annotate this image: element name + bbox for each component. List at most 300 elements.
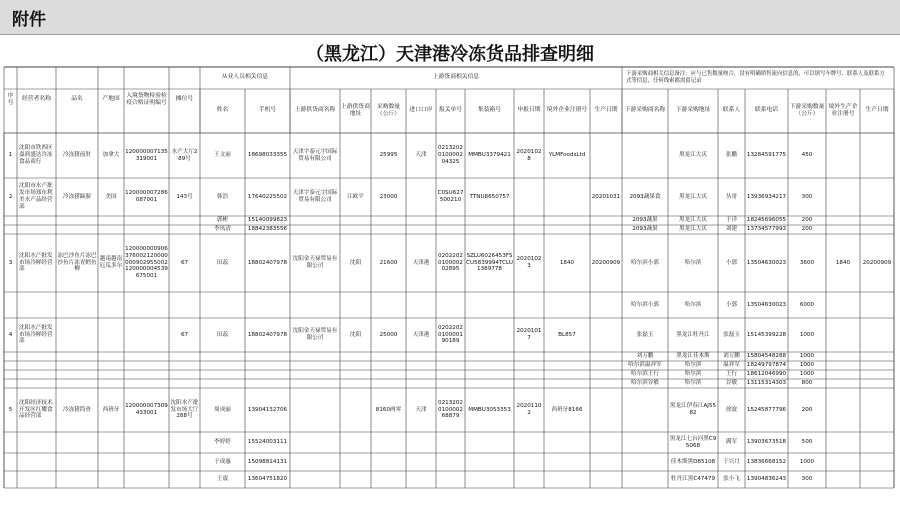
table-cell: [290, 225, 340, 234]
table-cell: [17, 225, 56, 234]
table-cell: [124, 318, 169, 352]
table-cell: [860, 370, 894, 379]
table-cell: 6000: [799, 301, 815, 308]
table-cell: [17, 361, 56, 370]
table-cell: [590, 471, 622, 488]
table-cell: [826, 388, 860, 432]
table-cell: [371, 361, 406, 370]
table-cell: 13284591775: [746, 152, 787, 158]
table-cell: [98, 352, 124, 361]
table-cell: [4, 432, 17, 453]
table-cell: [4, 225, 17, 234]
table-cell: [245, 361, 290, 370]
table-cell: 13936934217: [746, 193, 787, 200]
table-cell: [290, 361, 340, 370]
table-cell: [340, 388, 371, 432]
table-cell: 谷敏: [725, 380, 738, 386]
table-cell: 哈尔滨谷敏: [631, 380, 659, 386]
table-cell: 张磊玉: [723, 331, 740, 338]
table-cell: [514, 216, 544, 225]
table-cell: [290, 453, 340, 471]
group-header-downstream: 下游采购商相关信息备注：应与已售数量吻合，没有明确销售流向信息的，可以填写车牌号、联系人及联系方式等信息，任何线索都需留记录: [626, 71, 885, 84]
table-cell: [56, 318, 98, 352]
table-cell: [590, 318, 622, 352]
table-cell: [340, 432, 371, 453]
table-cell: [544, 292, 590, 318]
table-cell: [169, 432, 200, 453]
table-cell: 5: [8, 406, 13, 413]
table-cell: [406, 432, 436, 453]
table-cell: [169, 471, 200, 488]
table-cell: [290, 292, 340, 318]
table-cell: [4, 471, 17, 488]
table-cell: YLMFoodsLtd: [548, 152, 586, 158]
table-cell: [826, 318, 860, 352]
table-cell: [590, 133, 622, 178]
table-cell: 黑龙江伊春江AJ5582: [669, 403, 717, 416]
table-cell: 4: [8, 331, 13, 338]
table-cell: [200, 292, 245, 318]
table-cell: [436, 370, 465, 379]
table-cell: [56, 225, 98, 234]
table-cell: [56, 370, 98, 379]
column-header-origin: 产地国: [102, 96, 120, 103]
table-cell: 冷冻猪筒骨: [63, 406, 91, 413]
table-cell: [590, 379, 622, 388]
table-cell: 王文丽: [214, 152, 231, 158]
table-cell: 刘万鹏: [636, 353, 654, 359]
column-header-down-qty: 下游采购数量（公斤）: [789, 103, 825, 117]
table-cell: [4, 453, 17, 471]
column-header-foreign-reg: 境外企业注册号: [546, 107, 588, 114]
table-cell: 300: [801, 476, 813, 482]
column-header-down-buyer: 下游采购商名称: [624, 107, 666, 114]
table-cell: [406, 379, 436, 388]
table-cell: 哈尔滨王行: [631, 371, 659, 377]
table-cell: 67: [180, 331, 189, 338]
table-cell: [465, 370, 514, 379]
table-cell: 佳木斯黑D85108: [670, 458, 716, 465]
table-cell: 田蕊: [216, 259, 229, 266]
column-header-container-no: 集装箱号: [477, 107, 502, 114]
table-cell: [340, 361, 371, 370]
table-cell: MMBU3379421: [468, 152, 511, 158]
table-cell: 西班牙8166: [551, 406, 583, 413]
table-cell: 韩浩: [216, 193, 229, 200]
table-cell: [436, 432, 465, 453]
table-cell: 哈尔滨: [684, 380, 702, 386]
column-header-customs-no: 报关单号: [438, 107, 463, 114]
table-cell: [245, 379, 290, 388]
table-cell: [826, 178, 860, 216]
table-cell: 加拿大: [102, 152, 120, 158]
table-cell: [371, 216, 406, 225]
table-cell: 21600: [379, 259, 398, 266]
table-cell: 15524003111: [247, 439, 288, 445]
table-cell: [826, 225, 860, 234]
table-cell: [4, 292, 17, 318]
table-cell: [436, 352, 465, 361]
table-cell: [514, 370, 544, 379]
table-cell: 黑龙江七台河黑C95068: [669, 435, 717, 449]
table-cell: 1: [8, 152, 13, 158]
table-cell: 周成丽: [214, 406, 231, 413]
table-cell: [98, 379, 124, 388]
table-cell: [826, 352, 860, 361]
table-cell: [544, 471, 590, 488]
table-cell: 温祥军: [723, 362, 740, 368]
table-cell: [340, 225, 371, 234]
table-cell: 300: [801, 193, 813, 200]
table-cell: [56, 379, 98, 388]
column-header-stall: 摊位号: [175, 96, 194, 103]
table-cell: [860, 361, 894, 370]
table-cell: [436, 453, 465, 471]
table-cell: 18249797874: [746, 362, 787, 368]
table-cell: [371, 453, 406, 471]
table-cell: 哈尔滨小郭: [631, 259, 659, 266]
table-cell: 哈尔滨小郭: [631, 301, 659, 308]
table-cell: 黑龙江佳木斯: [676, 353, 710, 359]
table-cell: 13734577993: [746, 226, 787, 232]
table-cell: [371, 225, 406, 234]
table-cell: 15098814131: [247, 458, 288, 465]
table-cell: [514, 178, 544, 216]
table-cell: [826, 361, 860, 370]
table-cell: [371, 379, 406, 388]
table-cell: [371, 471, 406, 488]
table-cell: 20200909: [591, 259, 621, 266]
table-cell: 23000: [379, 193, 398, 200]
table-cell: 江欧平: [347, 193, 364, 200]
table-cell: 13836668152: [746, 458, 787, 465]
attachment-label: 附件: [12, 10, 46, 30]
table-cell: 沈阳金天禄贸易有限公司: [292, 328, 338, 341]
column-header-foreign-company: 境外生产企业注册号: [828, 103, 858, 117]
table-cell: [544, 379, 590, 388]
table-cell: BL857: [558, 331, 576, 338]
table-cell: [465, 352, 514, 361]
table-cell: [169, 225, 200, 234]
table-cell: 刘万鹏: [723, 353, 740, 359]
table-cell: 小郭: [725, 301, 738, 308]
table-cell: [406, 225, 436, 234]
table-cell: [514, 352, 544, 361]
table-cell: [544, 216, 590, 225]
table-cell: 200: [801, 217, 813, 223]
table-cell: [169, 216, 200, 225]
table-cell: [4, 216, 17, 225]
table-cell: [169, 370, 200, 379]
table-cell: 13504630023: [746, 301, 787, 308]
table-cell: [98, 292, 124, 318]
table-cell: [860, 379, 894, 388]
group-header-upstream: 上游货商相关信息: [432, 74, 480, 81]
column-header-purchase-qty: 采购数量（公斤）: [376, 103, 401, 117]
table-cell: [436, 379, 465, 388]
table-cell: 13115314303: [746, 380, 787, 386]
table-cell: [544, 432, 590, 453]
table-cell: [436, 361, 465, 370]
table-cell: [290, 216, 340, 225]
table-cell: 120000007309433001: [125, 403, 168, 416]
table-cell: [514, 471, 544, 488]
table-cell: 0202202010000202895: [438, 252, 463, 273]
table-cell: [98, 370, 124, 379]
table-cell: [544, 225, 590, 234]
table-cell: [436, 225, 465, 234]
table-cell: [826, 379, 860, 388]
table-cell: [514, 432, 544, 453]
table-cell: 67: [180, 259, 189, 266]
table-cell: [826, 453, 860, 471]
table-cell: [860, 471, 894, 488]
table-cell: [590, 453, 622, 471]
table-cell: 天津宇泰元宇国际贸易有限公司: [292, 190, 338, 203]
table-cell: [124, 216, 169, 225]
table-cell: 15804548288: [746, 353, 787, 359]
table-cell: TTNU8650757: [469, 193, 510, 200]
table-cell: 李凤清: [214, 226, 231, 232]
table-cell: 冻巴沙鱼片冻巴沙鱼片冻青鳕鱼柳: [57, 252, 97, 273]
table-cell: 15145399228: [746, 331, 787, 338]
table-cell: 13504630023: [746, 259, 787, 266]
table-cell: [544, 361, 590, 370]
table-cell: [290, 352, 340, 361]
table-cell: 黑龙江大庆: [679, 217, 707, 223]
table-cell: 哈尔滨: [684, 301, 702, 308]
column-header-contact: 联系人: [722, 107, 741, 114]
table-cell: [17, 432, 56, 453]
table-cell: 1000: [799, 331, 815, 338]
table-cell: 20201028: [516, 148, 542, 162]
table-cell: 徐波: [725, 406, 738, 413]
table-cell: 500: [801, 439, 813, 445]
table-cell: [98, 361, 124, 370]
table-cell: [371, 352, 406, 361]
table-cell: [465, 453, 514, 471]
table-cell: 于兴月: [723, 458, 740, 465]
column-header-production-date: 生产日期: [865, 107, 889, 114]
table-cell: [590, 388, 622, 432]
table-cell: [622, 471, 668, 488]
table-cell: [200, 361, 245, 370]
table-cell: [406, 361, 436, 370]
table-cell: 于成惠: [214, 458, 231, 465]
table-cell: [860, 216, 894, 225]
table-cell: 18612046990: [746, 371, 787, 377]
table-cell: [406, 178, 436, 216]
table-cell: [290, 471, 340, 488]
table-cell: [290, 432, 340, 453]
table-cell: [4, 370, 17, 379]
table-cell: 0213202010000268879: [438, 399, 463, 420]
table-cell: [98, 318, 124, 352]
table-cell: 满军: [725, 439, 738, 445]
table-cell: [245, 292, 290, 318]
table-cell: [590, 370, 622, 379]
table-cell: [98, 453, 124, 471]
table-cell: 13904132706: [247, 406, 288, 413]
table-cell: 冷冻猪蹄膀: [63, 193, 91, 200]
table-cell: [465, 225, 514, 234]
table-cell: [622, 133, 668, 178]
table-cell: [406, 471, 436, 488]
table-cell: [860, 318, 894, 352]
table-cell: 黑龙江牡丹江: [676, 331, 710, 338]
table-cell: 1000: [799, 362, 815, 368]
table-cell: [4, 361, 17, 370]
table-cell: [340, 292, 371, 318]
table-cell: [826, 471, 860, 488]
table-cell: 2093蔬果食: [629, 193, 661, 200]
table-cell: 黑龙江大庆: [679, 152, 707, 158]
table-cell: 200: [801, 406, 813, 413]
column-header-operator: 经营者名称: [22, 96, 51, 103]
column-header-product: 品名: [71, 96, 83, 103]
table-cell: 20201023: [516, 256, 542, 269]
table-cell: 李婷婷: [214, 439, 231, 445]
column-header-tel: 联系电话: [754, 107, 779, 114]
table-cell: 水产大厅289号: [171, 148, 198, 162]
table-cell: 哈尔滨: [684, 362, 702, 368]
table-cell: 哈尔滨: [684, 371, 702, 377]
table-cell: [56, 361, 98, 370]
table-cell: 越南越南厄瓜多尔: [99, 256, 123, 269]
table-cell: [200, 352, 245, 361]
table-cell: [17, 370, 56, 379]
table-cell: 8160两零: [375, 406, 402, 413]
table-cell: [200, 379, 245, 388]
table-cell: [465, 292, 514, 318]
table-cell: [514, 453, 544, 471]
table-cell: 天津宇泰元宇国际贸易有限公司: [292, 148, 338, 162]
table-cell: 120000007286087001: [125, 190, 168, 203]
table-cell: [514, 379, 544, 388]
table-cell: 刘建: [725, 226, 738, 232]
table-cell: [340, 216, 371, 225]
table-cell: 张鹏: [725, 152, 738, 158]
table-cell: [124, 379, 169, 388]
table-cell: [544, 352, 590, 361]
table-cell: [465, 432, 514, 453]
table-cell: [98, 225, 124, 234]
table-cell: [590, 361, 622, 370]
column-header-cert: 入境货物检验检疫合格证明编号: [126, 92, 167, 106]
table-cell: 1000: [799, 353, 815, 359]
table-cell: [436, 292, 465, 318]
table-cell: 丛哥: [725, 193, 738, 200]
table-cell: 天津港: [412, 259, 430, 266]
table-cell: 黑龙江大庆: [679, 226, 707, 232]
table-cell: 沈阳水产批发市场冷鲜经营部: [19, 324, 53, 345]
table-cell: 0202202010000190189: [438, 324, 463, 345]
table-cell: 18842383556: [247, 226, 288, 232]
table-cell: [245, 352, 290, 361]
table-cell: 王行: [725, 371, 738, 377]
table-cell: 20200909: [862, 259, 892, 266]
table-cell: 天津: [415, 152, 427, 158]
table-cell: [622, 453, 668, 471]
table-cell: [124, 471, 169, 488]
table-cell: 13903673518: [746, 439, 787, 445]
table-cell: 450: [801, 152, 813, 158]
table-cell: 沈阳市铁西区嘉润盛达冷冻食品商行: [19, 145, 53, 165]
table-cell: 17640225502: [247, 193, 288, 200]
table-cell: [169, 352, 200, 361]
table-cell: [124, 453, 169, 471]
table-cell: [622, 432, 668, 453]
table-cell: [465, 379, 514, 388]
table-cell: 800: [801, 380, 813, 386]
table-cell: [590, 352, 622, 361]
table-cell: [124, 225, 169, 234]
table-cell: 18698033355: [247, 152, 288, 158]
table-cell: [124, 292, 169, 318]
table-cell: [860, 432, 894, 453]
table-cell: [436, 216, 465, 225]
table-cell: [860, 352, 894, 361]
table-cell: [124, 370, 169, 379]
table-cell: [465, 318, 514, 352]
table-cell: [406, 292, 436, 318]
table-cell: [826, 216, 860, 225]
table-cell: 143号: [176, 193, 193, 200]
table-cell: [860, 225, 894, 234]
column-header-phone: 手机号: [258, 107, 277, 114]
column-header-name: 姓名: [216, 107, 229, 114]
table-cell: [340, 133, 371, 178]
table-cell: [56, 216, 98, 225]
table-cell: [465, 361, 514, 370]
table-cell: [514, 292, 544, 318]
table-cell: [590, 292, 622, 318]
table-cell: [544, 370, 590, 379]
column-header-up-address: 上游供货商地址: [341, 103, 370, 117]
table-cell: [860, 453, 894, 471]
table-cell: [124, 352, 169, 361]
table-cell: 田蕊: [216, 331, 229, 338]
column-header-up-company: 上游供货商名称: [294, 107, 336, 114]
column-header-seq: 序号: [7, 92, 14, 106]
column-header-arrival-date: 申报日期: [517, 107, 541, 114]
table-cell: 3: [8, 259, 13, 266]
table-cell: 15245877796: [746, 406, 787, 413]
table-cell: [622, 388, 668, 432]
table-cell: [124, 432, 169, 453]
document-title: （黑龙江）天津港冷冻货品排查明细: [306, 44, 594, 65]
table-cell: 哈尔滨温祥军: [628, 362, 662, 368]
table-cell: 郭彬: [216, 217, 229, 223]
table-cell: 18245696055: [746, 217, 787, 223]
table-cell: [590, 225, 622, 234]
table-cell: [290, 379, 340, 388]
table-cell: 沈阳: [349, 331, 362, 338]
table-cell: 2: [8, 193, 13, 200]
table-cell: 美国: [105, 193, 117, 200]
table-cell: 1000: [799, 458, 815, 465]
table-cell: [169, 379, 200, 388]
table-cell: 18802407978: [247, 331, 288, 338]
table-cell: [860, 292, 894, 318]
table-cell: [544, 178, 590, 216]
table-cell: 0213202010000204325: [438, 145, 463, 165]
table-cell: 20201031: [591, 193, 621, 200]
table-cell: 2093蔬果: [632, 217, 658, 223]
table-cell: 沈阳经济技术开发区红耀食品经营部: [19, 399, 53, 420]
group-header-person: 从业人员相关信息: [221, 74, 269, 81]
table-cell: [465, 471, 514, 488]
